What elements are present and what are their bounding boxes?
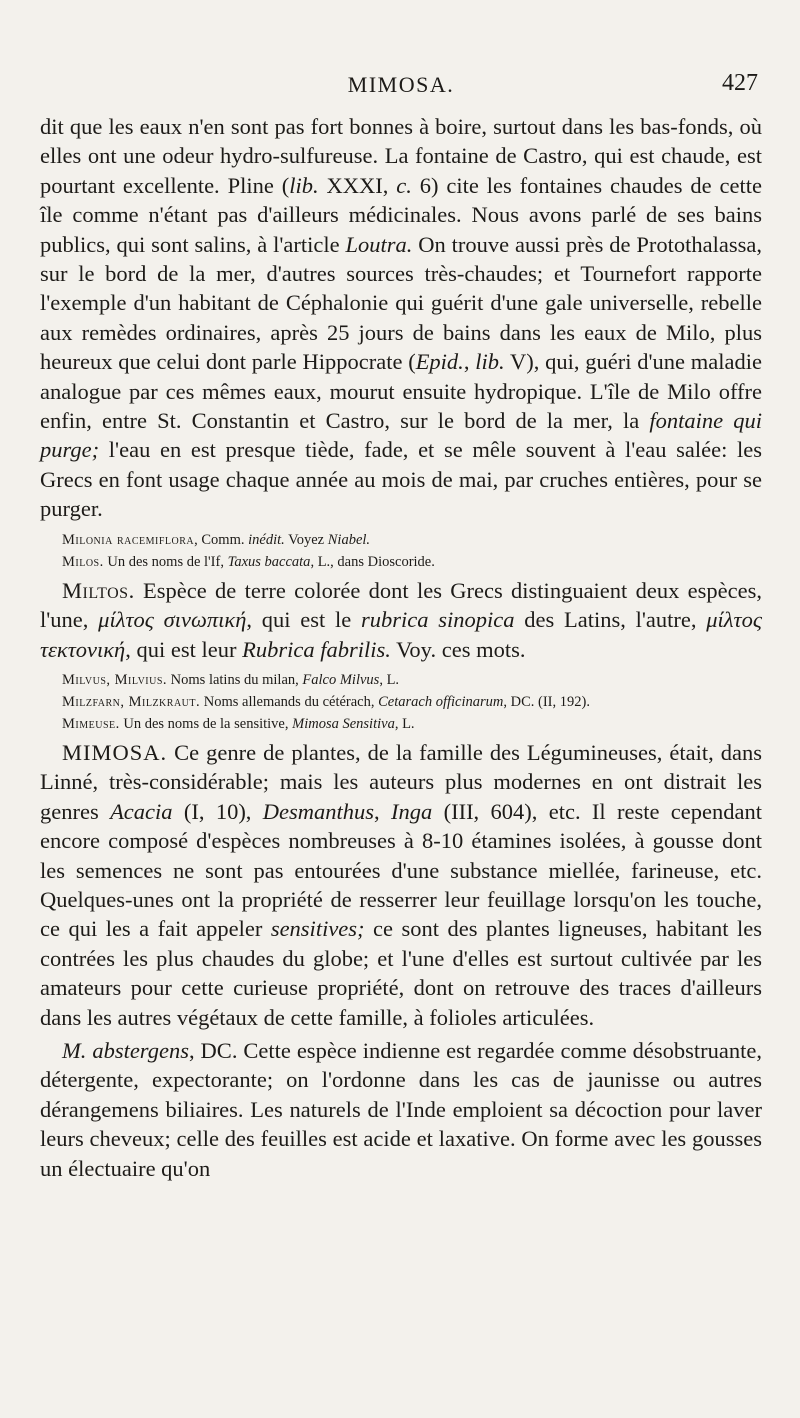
entry-mimeuse: Mimeuse. Un des noms de la sensitive, Mimosa Sensitiva, L. [62,715,415,732]
paragraph-milo-springs: dit que les eaux n'en sont pas fort bonnes à boire, surtout dans les bas-fonds, où elles ont une odeur hydro-sulfureuse. La fontaine de Castro, qui est chaude, est pourtant excellente. Pline (lib. XXXI, c. 6) cite les fontaines chaudes de cette île comme n'étant pas d'ailleurs médicinales. Nous avons parlé de ses bains publics, qui sont salins, à l'article Loutra. On trouve aussi près de Protothalassa, sur le bord de la mer, d'autres sources très-chaudes; et Tournefort rapporte l'exemple d'un habitant de Céphalonie qui guérit d'une gale universelle, rebelle aux remèdes ordinaires, après 25 jours de bains dans les eaux de Milo, plus heureux que celui dont parle Hippocrate (Epid., lib. V), qui, guéri d'une maladie analogue par ces mêmes eaux, mourut ensuite hydropique. L'île de Milo offre enfin, entre St. Constantin et Castro, sur le bord de la mer, la fontaine qui purge; l'eau en est presque tiède, fade, et se mêle souvent à l'eau salée: les Grecs en font usage chaque année au mois de mai, par cruches entières, pour se purger. [40,114,762,522]
entry-mimosa: MIMOSA. Ce genre de plantes, de la famille des Légumineuses, était, dans Linné, très-considérable; mais les auteurs plus modernes en ont distrait les genres Acacia (I, 10), Desmanthus, Inga (III, 604), etc. Il reste cependant encore composé d'espèces nombreuses à 8-10 étamines isolées, à gousse dont les semences ne sont pas entourées d'une substance miellée, farineuse, etc. Quelques-unes ont la propriété de resserrer leur feuillage lorsqu'on les touche, ce qui les a fait appeler sensitives; ce sont des plantes ligneuses, habitant les contrées les plus chaudes du globe; et l'une d'elles est surtout cultivée par les amateurs pour cette curieuse propriété, dont on retrouve des traces d'ailleurs dans les autres végétaux de cette famille, à folioles articulées. [40,739,762,1030]
entry-head: Milvus, Milvius. [62,671,168,688]
entry-milzfarn: Milzfarn, Milzkraut. Noms allemands du cétérach, Cetarach officinarum, DC. (II, 192). [62,693,590,710]
running-head [40,72,762,112]
entry-abstergens: M. abstergens, DC. Cette espèce indienne est regardée comme désobstruante, détergente, expectorante; on l'ordonne dans les cas de jaunisse ou autres dérangemens biliaires. Les naturels de l'Inde emploient sa décoction pour laver leurs cheveux; celle des feuilles est acide et laxative. On forme avec les gousses un électuaire qu'on [40,1037,762,1181]
entry-milvus: Milvus, Milvius. Noms latins du milan, Falco Milvus, L. [62,671,400,688]
entry-miltos: Miltos. Espèce de terre colorée dont les Grecs distinguaient deux espèces, l'une, μίλτος σινωπική, qui est le rubrica sinopica des Latins, l'autre, μίλτος τεκτονική, qui est leur Rubrica fabrilis. Voy. ces mots. [40,577,762,662]
entry-head: Mimeuse. [62,715,120,732]
entry-head: Milonia racemiflora [62,531,195,548]
entry-head: M. abstergens [62,1037,189,1063]
page-number: 427 [722,70,758,96]
entry-milonia: Milonia racemiflora, Comm. inédit. Voyez Niabel. [62,531,371,548]
entry-head: Milos. [62,553,104,570]
entry-head: Miltos. [62,577,135,603]
entry-head: Milzfarn, Milzkraut. [62,693,201,710]
page-title: MIMOSA. [347,72,455,97]
entry-milos: Milos. Un des noms de l'If, Taxus baccata, L., dans Dioscoride. [62,553,435,570]
entry-head: MIMOSA. [62,739,168,765]
